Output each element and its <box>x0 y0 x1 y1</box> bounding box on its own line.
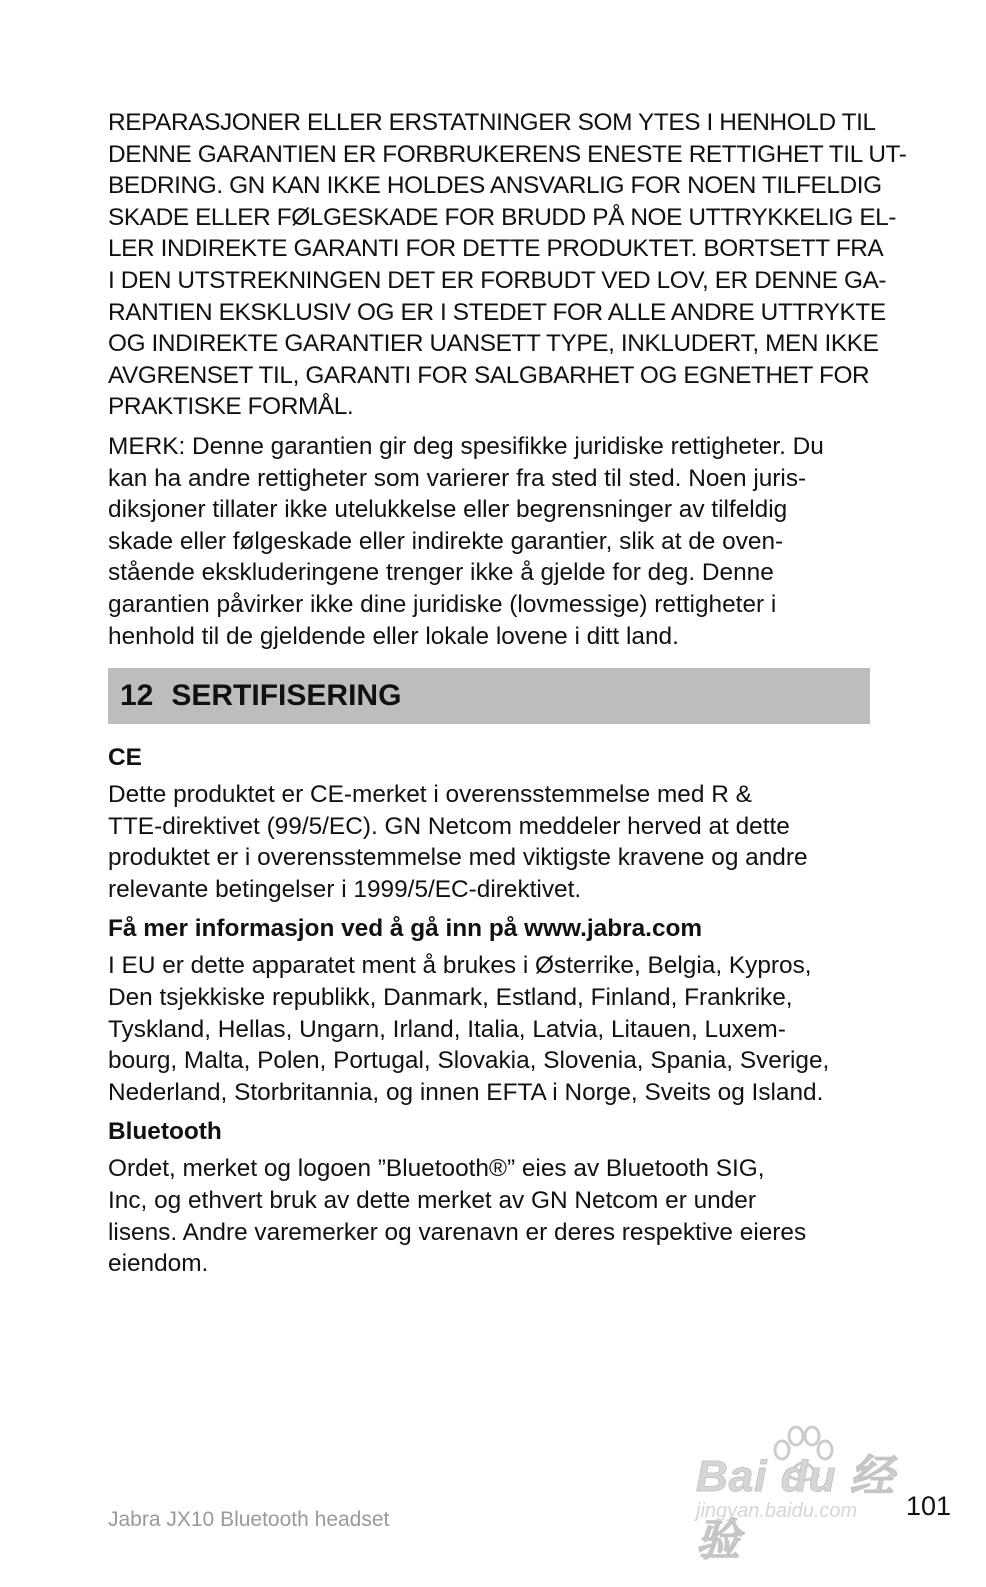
text-line: MERK: Denne garantien gir deg spesifikke juridiske rettigheter. Du <box>108 432 824 460</box>
ce-heading: CE <box>108 744 142 772</box>
section-number: 12 <box>120 679 154 713</box>
text-line: eiendom. <box>108 1250 209 1278</box>
text-line: lisens. Andre varemerker og varenavn er deres respektive eieres <box>108 1218 807 1246</box>
ce-paragraph <box>108 779 890 905</box>
text-line: SKADE ELLER FØLGESKADE FOR BRUDD PÅ NOE UTTRYKKELIG EL- <box>108 203 897 231</box>
text-line: skade eller følgeskade eller indirekte garantier, slik at de oven- <box>108 527 784 555</box>
text-line: bourg, Malta, Polen, Portugal, Slovakia, Slovenia, Spania, Sverige, <box>108 1047 830 1075</box>
text-line: TTE-direktivet (99/5/EC). GN Netcom meddeler herved at dette <box>108 812 790 840</box>
text-line: garantien påvirker ikke dine juridiske (lovmessige) rettigheter i <box>108 590 777 618</box>
text-line: I EU er dette apparatet ment å brukes i Østerrike, Belgia, Kypros, <box>108 952 812 980</box>
text-line: Tyskland, Hellas, Ungarn, Irland, Italia, Latvia, Litauen, Luxem- <box>108 1015 786 1043</box>
text-line: AVGRENSET TIL, GARANTI FOR SALGBARHET OG EGNETHET FOR <box>108 361 870 389</box>
text-line: RANTIEN EKSKLUSIV OG ER I STEDET FOR ALLE ANDRE UTTRYKTE <box>108 298 886 326</box>
watermark-url: jingyan.baidu.com <box>696 1500 858 1522</box>
text-line: Nederland, Storbritannia, og innen EFTA i Norge, Sveits og Island. <box>108 1078 824 1106</box>
text-line: henhold til de gjeldende eller lokale lovene i ditt land. <box>108 622 679 650</box>
warranty-caps-paragraph <box>108 107 907 423</box>
bluetooth-heading: Bluetooth <box>108 1118 222 1146</box>
text-line: Inc, og ethvert bruk av dette merket av GN Netcom er under <box>108 1187 756 1215</box>
page-number: 101 <box>906 1491 952 1521</box>
text-line: BEDRING. GN KAN IKKE HOLDES ANSVARLIG FOR NOEN TILFELDIG <box>108 172 882 200</box>
eu-countries-paragraph <box>108 950 890 1108</box>
section-title: SERTIFISERING <box>171 679 402 713</box>
text-line: REPARASJONER ELLER ERSTATNINGER SOM YTES I HENHOLD TIL <box>108 109 876 136</box>
text-line: LER INDIREKTE GARANTI FOR DETTE PRODUKTET. BORTSETT FRA <box>108 235 884 263</box>
baidu-jingyan-watermark <box>696 1440 914 1565</box>
text-line: PRAKTISKE FORMÅL. <box>108 393 354 421</box>
text-line: DENNE GARANTIEN ER FORBRUKERENS ENESTE RETTIGHET TIL UT- <box>108 140 907 168</box>
text-line: Den tsjekkiske republikk, Danmark, Estland, Finland, Frankrike, <box>108 984 793 1012</box>
merk-note-paragraph <box>108 431 890 652</box>
section-heading-bar <box>108 668 870 724</box>
page-content <box>108 107 907 1288</box>
bluetooth-paragraph <box>108 1153 890 1279</box>
watermark-logo-text: Bai du 经验 <box>696 1452 895 1565</box>
text-line: kan ha andre rettigheter som varierer fra sted til sted. Noen juris- <box>108 464 807 492</box>
footer-product-title: Jabra JX10 Bluetooth headset <box>108 1508 390 1531</box>
text-line: stående ekskluderingene trenger ikke å gjelde for deg. Denne <box>108 559 774 587</box>
text-line: diksjoner tillater ikke utelukkelse eller begrensninger av tilfeldig <box>108 496 788 524</box>
text-line: Ordet, merket og logoen ”Bluetooth®” eies av Bluetooth SIG, <box>108 1155 765 1183</box>
text-line: I DEN UTSTREKNINGEN DET ER FORBUDT VED LOV, ER DENNE GA- <box>108 266 887 294</box>
text-line: produktet er i overensstemmelse med viktigste kravene og andre <box>108 844 808 872</box>
more-info-heading: Få mer informasjon ved å gå inn på www.jabra.com <box>108 915 703 943</box>
text-line: relevante betingelser i 1999/5/EC-direktivet. <box>108 875 582 903</box>
text-line: OG INDIREKTE GARANTIER UANSETT TYPE, INKLUDERT, MEN IKKE <box>108 330 879 358</box>
text-line: Dette produktet er CE-merket i overensstemmelse med R & <box>108 781 752 809</box>
